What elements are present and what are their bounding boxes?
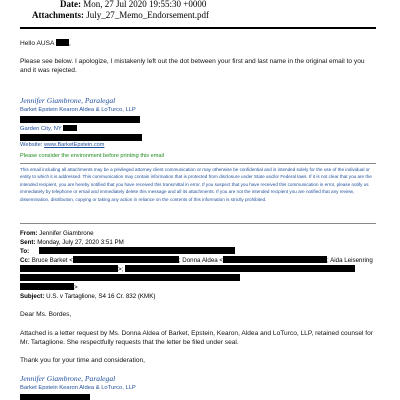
sent-value: Monday, July 27, 2020 3:51 PM — [37, 239, 124, 246]
redaction-box — [20, 283, 74, 290]
thanks-line: Thank you for your time and consideration, — [20, 357, 145, 364]
signature-firm: Barket Epstein Kearon Aldea & LoTurco, LLP — [20, 107, 136, 113]
signature-city-text: Garden City, NY — [20, 126, 62, 132]
sent-label: Sent: — [20, 239, 36, 246]
cc-label: Cc: — [20, 257, 30, 264]
salutation: Dear Ms. Bordes, — [20, 311, 72, 318]
date-row — [60, 0, 206, 9]
redaction-box — [39, 247, 235, 254]
cc-bruce: Bruce Barket < — [31, 257, 73, 264]
header-divider — [20, 27, 376, 29]
from-label: From: — [20, 230, 38, 237]
forward-divider — [20, 223, 376, 224]
reply-line-1: Please see below. I apologize, I mistakenly left out the dot between your first and last name in the original email to you — [20, 58, 365, 65]
website-row — [20, 142, 104, 148]
cc-close-1: >; — [118, 266, 124, 273]
signature-2-name: Jennifer Giambrone, Paralegal — [20, 374, 116, 383]
redaction-box — [223, 256, 327, 263]
redaction-box — [63, 125, 77, 131]
letter-line-1: Attached is a letter request by Ms. Donna Aldea of Barket, Epstein, Kearon, Aldea and LoTurco, LLP, retained counsel for — [20, 330, 373, 337]
greeting — [20, 39, 71, 49]
cc-row-3 — [20, 274, 240, 283]
attachments-label: Attachments: — [32, 10, 84, 20]
cc-row — [20, 256, 373, 265]
reply-line-2: and it was rejected. — [20, 67, 77, 74]
sent-row — [20, 238, 124, 247]
cc-aida: ; Aida Leisenring — [327, 257, 373, 264]
greeting-text: Hello AUSA — [20, 40, 55, 47]
cc-row-4 — [20, 283, 78, 292]
attachments-row — [32, 10, 209, 20]
date-value: Mon, 27 Jul 2020 19:55:30 +0000 — [83, 0, 207, 9]
website-link[interactable]: www.BarketEpstein.com — [44, 142, 105, 148]
cc-row-2 — [20, 265, 355, 274]
subject-label: Subject: — [20, 293, 45, 300]
from-row — [20, 229, 94, 238]
website-label: Website: — [20, 142, 43, 148]
disclaimer-divider — [20, 163, 376, 164]
cc-close-2: > — [74, 284, 78, 291]
redaction-box — [20, 274, 240, 281]
signature-2-firm: Barket Epstein Kearon Aldea & LoTurco, LLP — [20, 385, 136, 391]
redaction-box — [125, 265, 355, 272]
greeting-tail: , — [68, 40, 71, 47]
date-label: Date: — [60, 0, 81, 9]
redaction-box — [20, 116, 140, 123]
from-value: Jennifer Giambrone — [39, 230, 94, 237]
to-row — [20, 247, 235, 256]
subject-row — [20, 292, 155, 301]
redaction-box — [20, 265, 118, 272]
environment-note: Please consider the environment before printing this email — [20, 153, 164, 159]
redaction-box — [56, 39, 69, 46]
letter-line-2: Mr. Tartaglione. She respectfully requests that the letter be filed under seal. — [20, 339, 239, 346]
cc-donna: ; Donna Aldea < — [178, 257, 224, 264]
confidentiality-disclaimer: This email including all attachments may be a privileged attorney client communication or may otherwise be confidential and is intended solely for the use of the individual or entity to which it is addressed. This communication may contain information that is protected from disclosure under State and/or Federal laws. If it is not clear that you are the intended recipient, you are hereby notified that you have received this transmittal in error. If you suspect that you have received this communication in error, please notify us immediately by telephone or email and immediately delete this message and all its attachments. If you are not the intended recipient you are notified that any review, dissemination, distribution, copying or taking any action in reliance on the contents of this information is strictly prohibited. — [20, 167, 372, 202]
signature-name: Jennifer Giambrone, Paralegal — [20, 96, 116, 105]
attachments-value[interactable]: July_27_Memo_Endorsement.pdf — [86, 10, 209, 20]
redaction-box — [73, 256, 179, 263]
redaction-box — [20, 394, 90, 400]
subject-value: U.S. v Tartaglione, S4 16 Cr. 832 (KMK) — [46, 293, 156, 300]
to-label: To: — [20, 248, 30, 255]
redaction-box — [20, 134, 142, 141]
signature-city — [20, 125, 77, 132]
